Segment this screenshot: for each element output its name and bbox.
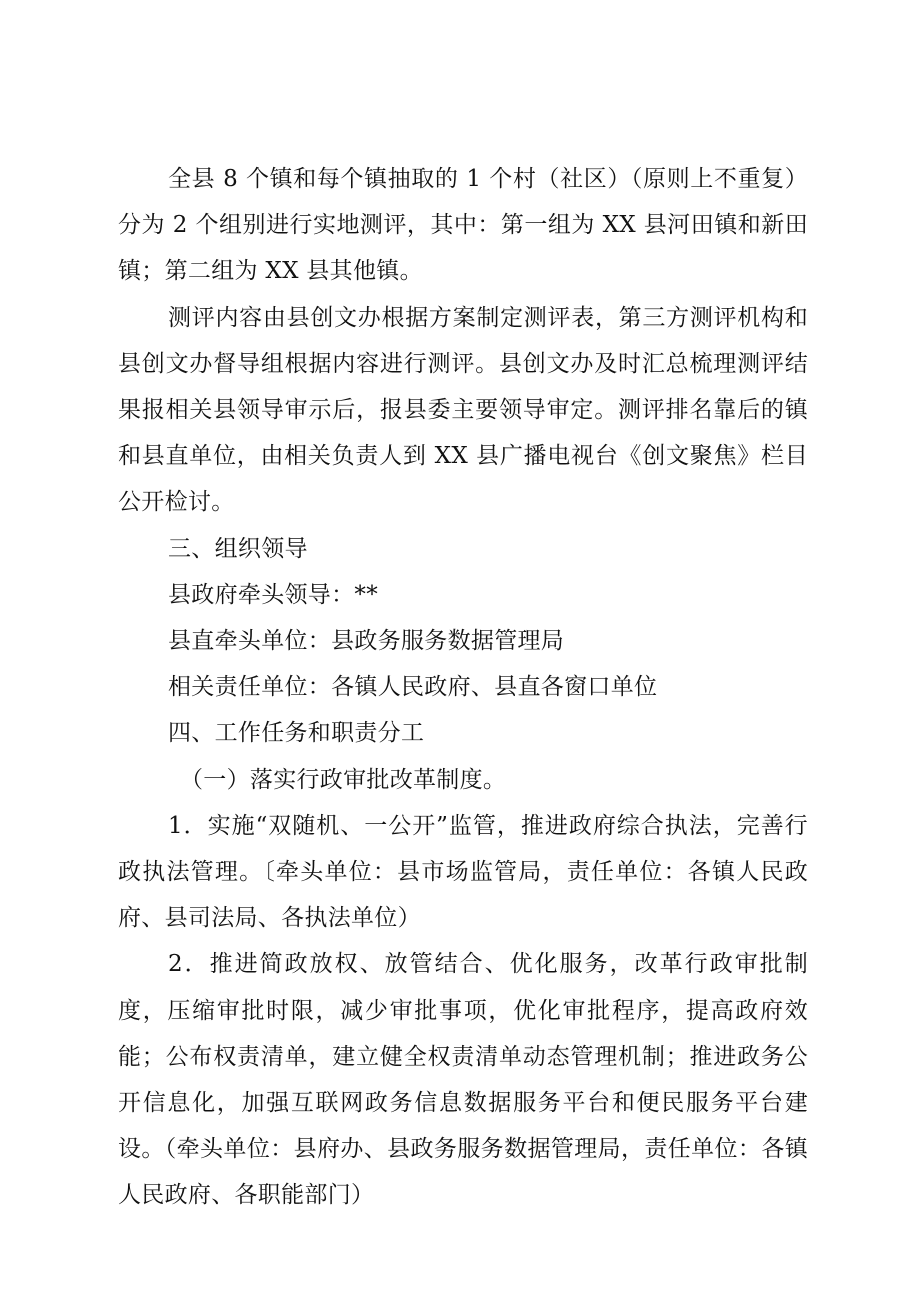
document-body <box>118 156 808 1219</box>
paragraph-test-content: 测评内容由县创文办根据方案制定测评表，第三方测评机构和县创文办督导组根据内容进行测评。县创文办及时汇总梳理测评结果报相关县领导审示后，报县委主要领导审定。测评排名靠后的镇和县直单位，由相关负责人到 XX 县广播电视台《创文聚焦》栏目公开检讨。 <box>118 304 808 516</box>
section-heading-organization: 三、组织领导 <box>168 535 308 562</box>
section-heading-tasks: 四、工作任务和职责分工 <box>168 720 425 747</box>
subsection-heading-approval-reform: （一）落实行政审批改革制度。 <box>180 766 507 793</box>
task-item-1: 1．实施“双随机、一公开”监管，推进政府综合执法，完善行政执法管理。〔牵头单位：县市场监管局，责任单位：各镇人民政府、县司法局、各执法单位） <box>118 812 808 932</box>
line-lead-leader: 县政府牵头领导：** <box>168 581 378 608</box>
line-responsible-units: 相关责任单位：各镇人民政府、县直各窗口单位 <box>168 674 658 701</box>
task-item-2: 2．推进简政放权、放管结合、优化服务，改革行政审批制度，压缩审批时限，减少审批事项，优化审批程序，提高政府效能；公布权责清单，建立健全权责清单动态管理机制；推进政务公开信息化，加强互联网政务信息数据服务平台和便民服务平台建设。（牵头单位：县府办、县政务服务数据管理局，责任单位：各镇人民政府、各职能部门） <box>118 951 808 1209</box>
line-lead-unit: 县直牵头单位：县政务服务数据管理局 <box>168 628 565 655</box>
paragraph-test-groups: 全县 8 个镇和每个镇抽取的 1 个村（社区）（原则上不重复）分为 2 个组别进行实地测评，其中：第一组为 XX 县河田镇和新田镇；第二组为 XX 县其他镇。 <box>118 166 808 285</box>
